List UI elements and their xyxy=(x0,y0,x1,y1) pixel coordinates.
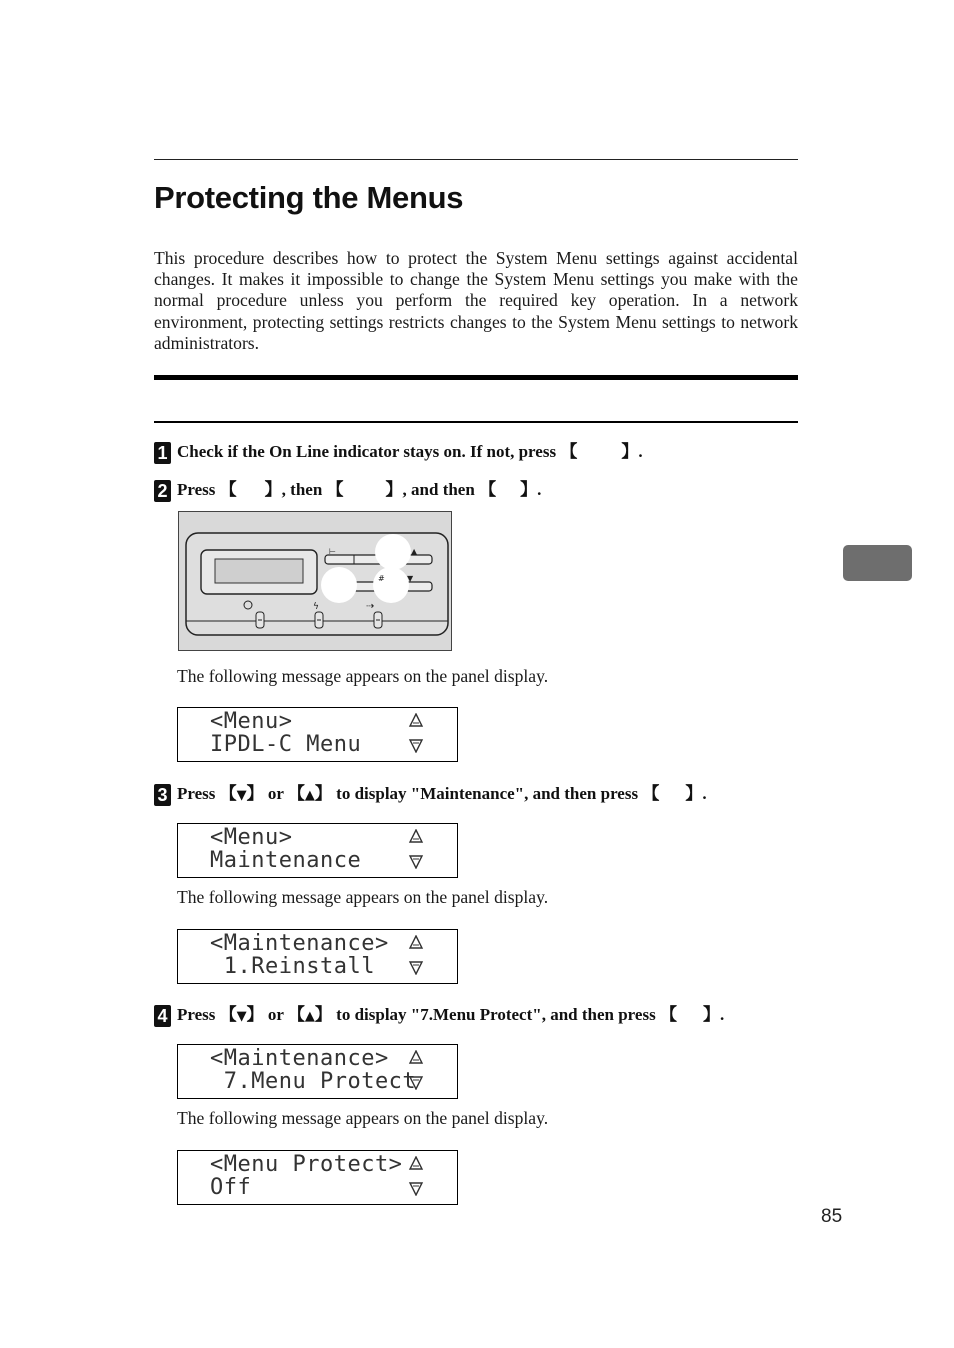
scroll-up-icon xyxy=(408,713,424,729)
highlight-circle-enter xyxy=(373,567,409,603)
down-arrow-icon: ▼ xyxy=(236,1009,247,1024)
scroll-down-icon xyxy=(408,737,424,753)
highlight-circle-up xyxy=(375,534,411,570)
step-number: 4 xyxy=(154,1005,171,1027)
step-1: 1 Check if the On Line indicator stays on. If not, press 【 】. xyxy=(154,437,643,464)
scroll-up-icon xyxy=(408,935,424,951)
section-rule-thick xyxy=(154,375,798,380)
panel-display xyxy=(177,929,458,984)
top-rule xyxy=(154,159,798,160)
panel-display xyxy=(177,1150,458,1205)
display-line-1: <Menu> xyxy=(210,709,293,734)
down-arrow-icon: ▼ xyxy=(236,788,247,803)
page-number: 85 xyxy=(821,1206,843,1227)
up-key: 【▲】 xyxy=(287,784,332,803)
display-line-1: <Menu Protect> xyxy=(210,1152,403,1177)
svg-text:#: # xyxy=(378,574,385,583)
scroll-down-icon xyxy=(408,1074,424,1090)
scroll-up-icon xyxy=(408,1156,424,1172)
up-arrow-icon: ▲ xyxy=(304,788,315,803)
scroll-up-icon xyxy=(408,1050,424,1066)
panel-caption: The following message appears on the panel display. xyxy=(177,887,549,907)
down-key: 【▼】 xyxy=(219,1005,264,1024)
step-text: Check if the On Line indicator stays on. If not, press xyxy=(177,442,557,461)
display-line-2: 1.Reinstall xyxy=(210,954,375,979)
enter-key: 【 】 xyxy=(479,480,538,499)
panel-caption: The following message appears on the panel display. xyxy=(177,1108,549,1128)
enter-key: 【 】 xyxy=(659,1005,720,1024)
online-key: 【 】 xyxy=(560,442,639,461)
down-key: 【▼】 xyxy=(219,784,264,803)
step-3: 3 Press 【▼】 or 【▲】 to display "Maintenance", and then press 【 】. xyxy=(154,779,707,806)
control-panel-illustration xyxy=(178,511,452,651)
display-line-1: <Menu> xyxy=(210,825,293,850)
highlight-circle-menu xyxy=(321,567,357,603)
scroll-up-icon xyxy=(408,829,424,845)
up-key: 【▲】 xyxy=(287,1005,332,1024)
panel-display xyxy=(177,1044,458,1099)
chapter-tab xyxy=(843,545,912,581)
scroll-down-icon xyxy=(408,1180,424,1196)
menu-key: 【 】 xyxy=(219,480,282,499)
display-line-1: <Maintenance> xyxy=(210,1046,389,1071)
svg-text:⊢: ⊢ xyxy=(329,547,336,556)
display-line-2: Off xyxy=(210,1175,252,1200)
escape-key: 【 】 xyxy=(326,480,403,499)
up-arrow-icon: ▲ xyxy=(304,1009,315,1024)
panel-display xyxy=(177,823,458,878)
scroll-down-icon xyxy=(408,853,424,869)
display-line-1: <Maintenance> xyxy=(210,931,389,956)
intro-paragraph: This procedure describes how to protect the System Menu settings against accidental changes. It makes it impossible to change the System Menu settings you make with the normal procedure unless you perform the required key operation. In a network environment, protecting settings restricts changes to the System Menu settings to network administrators. xyxy=(154,248,798,353)
page-title: Protecting the Menus xyxy=(154,180,464,215)
enter-key: 【 】 xyxy=(642,784,703,803)
svg-text:▼: ▼ xyxy=(407,574,414,583)
scroll-down-icon xyxy=(408,959,424,975)
svg-text:▲: ▲ xyxy=(411,547,418,556)
step-number: 2 xyxy=(154,480,171,502)
control-panel-drawing xyxy=(179,512,451,650)
panel-display xyxy=(177,707,458,762)
svg-text:ϟ: ϟ xyxy=(313,602,319,612)
step-number: 1 xyxy=(154,442,171,464)
section-rule-thin xyxy=(154,421,798,423)
display-line-2: Maintenance xyxy=(210,848,362,873)
step-2: 2 Press 【 】, then 【 】, and then 【 】. xyxy=(154,475,541,502)
svg-text:⇢: ⇢ xyxy=(366,601,375,612)
display-line-2: 7.Menu Protect xyxy=(210,1069,417,1094)
panel-caption: The following message appears on the panel display. xyxy=(177,666,549,686)
display-line-2: IPDL-C Menu xyxy=(210,732,362,757)
step-4: 4 Press 【▼】 or 【▲】 to display "7.Menu Protect", and then press 【 】. xyxy=(154,1000,724,1027)
step-number: 3 xyxy=(154,784,171,806)
